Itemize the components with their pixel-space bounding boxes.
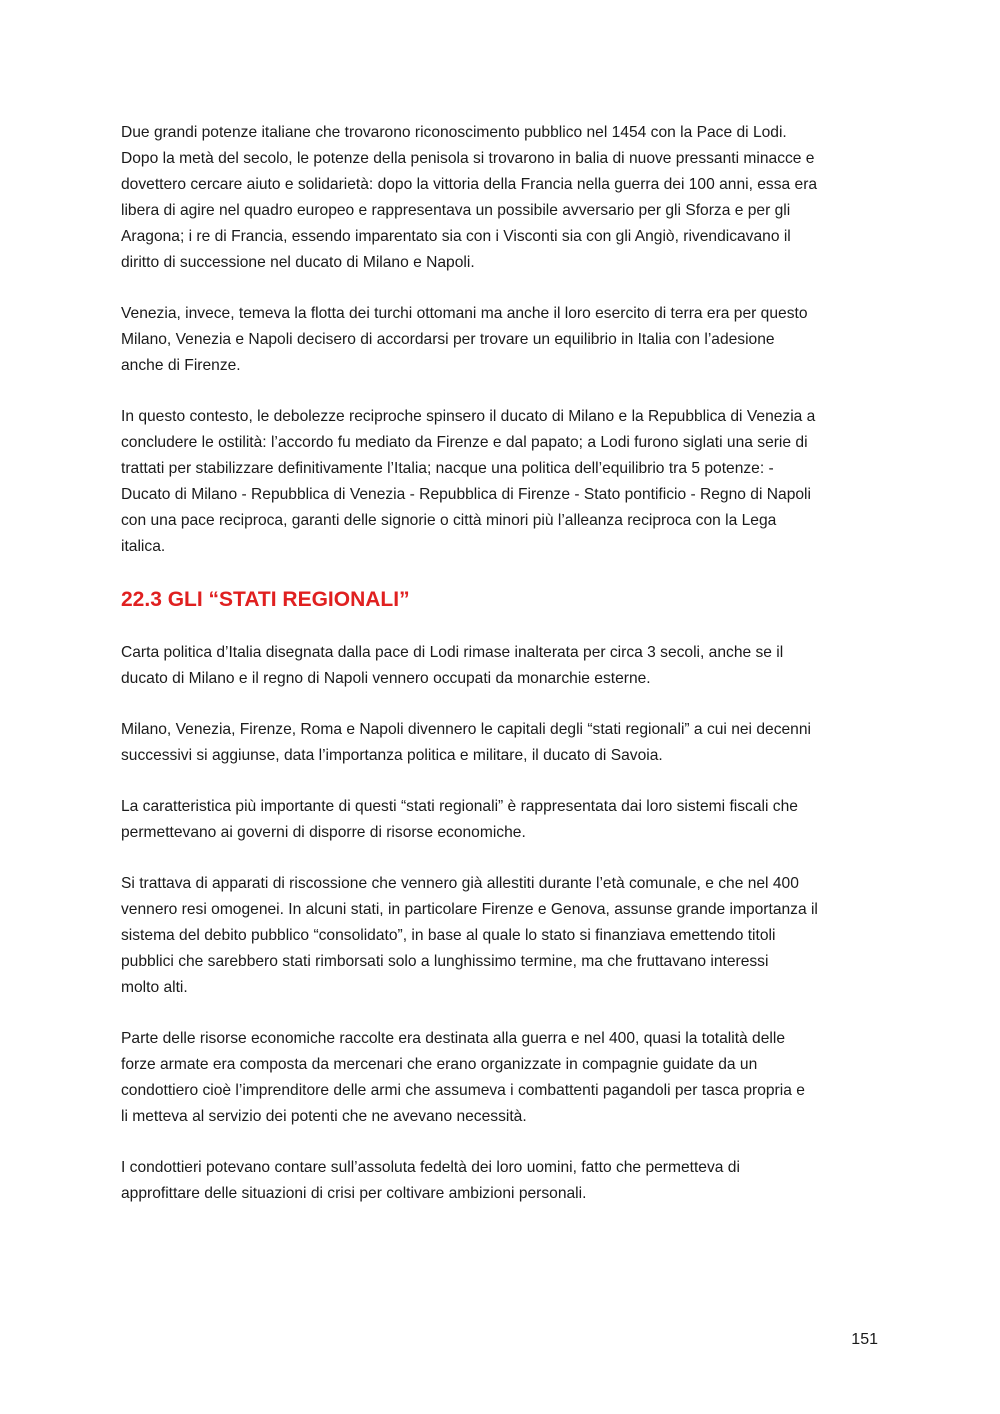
paragraph-capitali: Milano, Venezia, Firenze, Roma e Napoli divennero le capitali degli “stati regionali” a cui nei decenni successivi si aggiunse, data l’importanza politica e militare, il ducato di Savoia. — [121, 721, 811, 764]
paragraph-debito-pubblico: Si trattava di apparati di riscossione che vennero già allestiti durante l’età comunale, e che nel 400 vennero resi omogenei. In alcuni stati, in particolare Firenze e Genova, assunse grande importanza il sistema del debito pubblico “consolidato”, in base al quale lo stato si finanziava emettendo titoli pubblici che sarebbero stati rimborsati solo a lunghissimo termine, ma che fruttavano interessi molto alti. — [121, 875, 818, 996]
paragraph-mercenari: Parte delle risorse economiche raccolte era destinata alla guerra e nel 400, quasi la totalità delle forze armate era composta da mercenari che erano organizzate in compagnie guidate da un condottiero cioè l’imprenditore delle armi che assumeva i combattenti pagandoli per tasca propria e li metteva al servizio dei potenti che ne avevano necessità. — [121, 1030, 805, 1125]
paragraph-venezia: Venezia, invece, temeva la flotta dei turchi ottomani ma anche il loro esercito di terra era per questo Milano, Venezia e Napoli decisero di accordarsi per trovare un equilibrio in Italia con l’adesione anche di Firenze. — [121, 305, 808, 374]
paragraph-condottieri: I condottieri potevano contare sull’assoluta fedeltà dei loro uomini, fatto che permetteva di approfittare delle situazioni di crisi per coltivare ambizioni personali. — [121, 1159, 740, 1202]
page-number: 151 — [851, 1331, 878, 1348]
paragraph-pace-di-lodi: Due grandi potenze italiane che trovarono riconoscimento pubblico nel 1454 con la Pace di Lodi. Dopo la metà del secolo, le potenze della penisola si trovarono in balia di nuove pressanti minacce e dovettero cercare aiuto e solidarietà: dopo la vittoria della Francia nella guerra dei 100 anni, essa era libera di agire nel quadro europeo e rappresentava un possibile avversario per gli Sforza e per gli Aragona; i re di Francia, essendo imparentato sia con i Visconti sia con gli Angiò, rivendicavano il diritto di successione nel ducato di Milano e Napoli. — [121, 124, 818, 271]
paragraph-carta-politica: Carta politica d’Italia disegnata dalla pace di Lodi rimase inalterata per circa 3 secoli, anche se il ducato di Milano e il regno di Napoli vennero occupati da monarchie esterne. — [121, 644, 784, 687]
paragraph-sistemi-fiscali: La caratteristica più importante di questi “stati regionali” è rappresentata dai loro sistemi fiscali che permettevano ai governi di disporre di risorse economiche. — [121, 798, 798, 841]
paragraph-contesto: In questo contesto, le debolezze reciproche spinsero il ducato di Milano e la Repubblica di Venezia a concludere le ostilità: l’accordo fu mediato da Firenze e dal papato; a Lodi furono siglati una serie di trattati per stabilizzare definitivamente l’Italia; nacque una politica dell’equilibrio tra 5 potenze: - Ducato di Milano - Repubblica di Venezia - Repubblica di Firenze - Stato pontificio - Regno di Napoli con una pace reciproca, garanti delle signorie o città minori più l’alleanza reciproca con la Lega italica. — [121, 408, 816, 555]
section-heading: 22.3 GLI “STATI REGIONALI” — [121, 588, 410, 611]
page-content — [121, 120, 881, 1232]
